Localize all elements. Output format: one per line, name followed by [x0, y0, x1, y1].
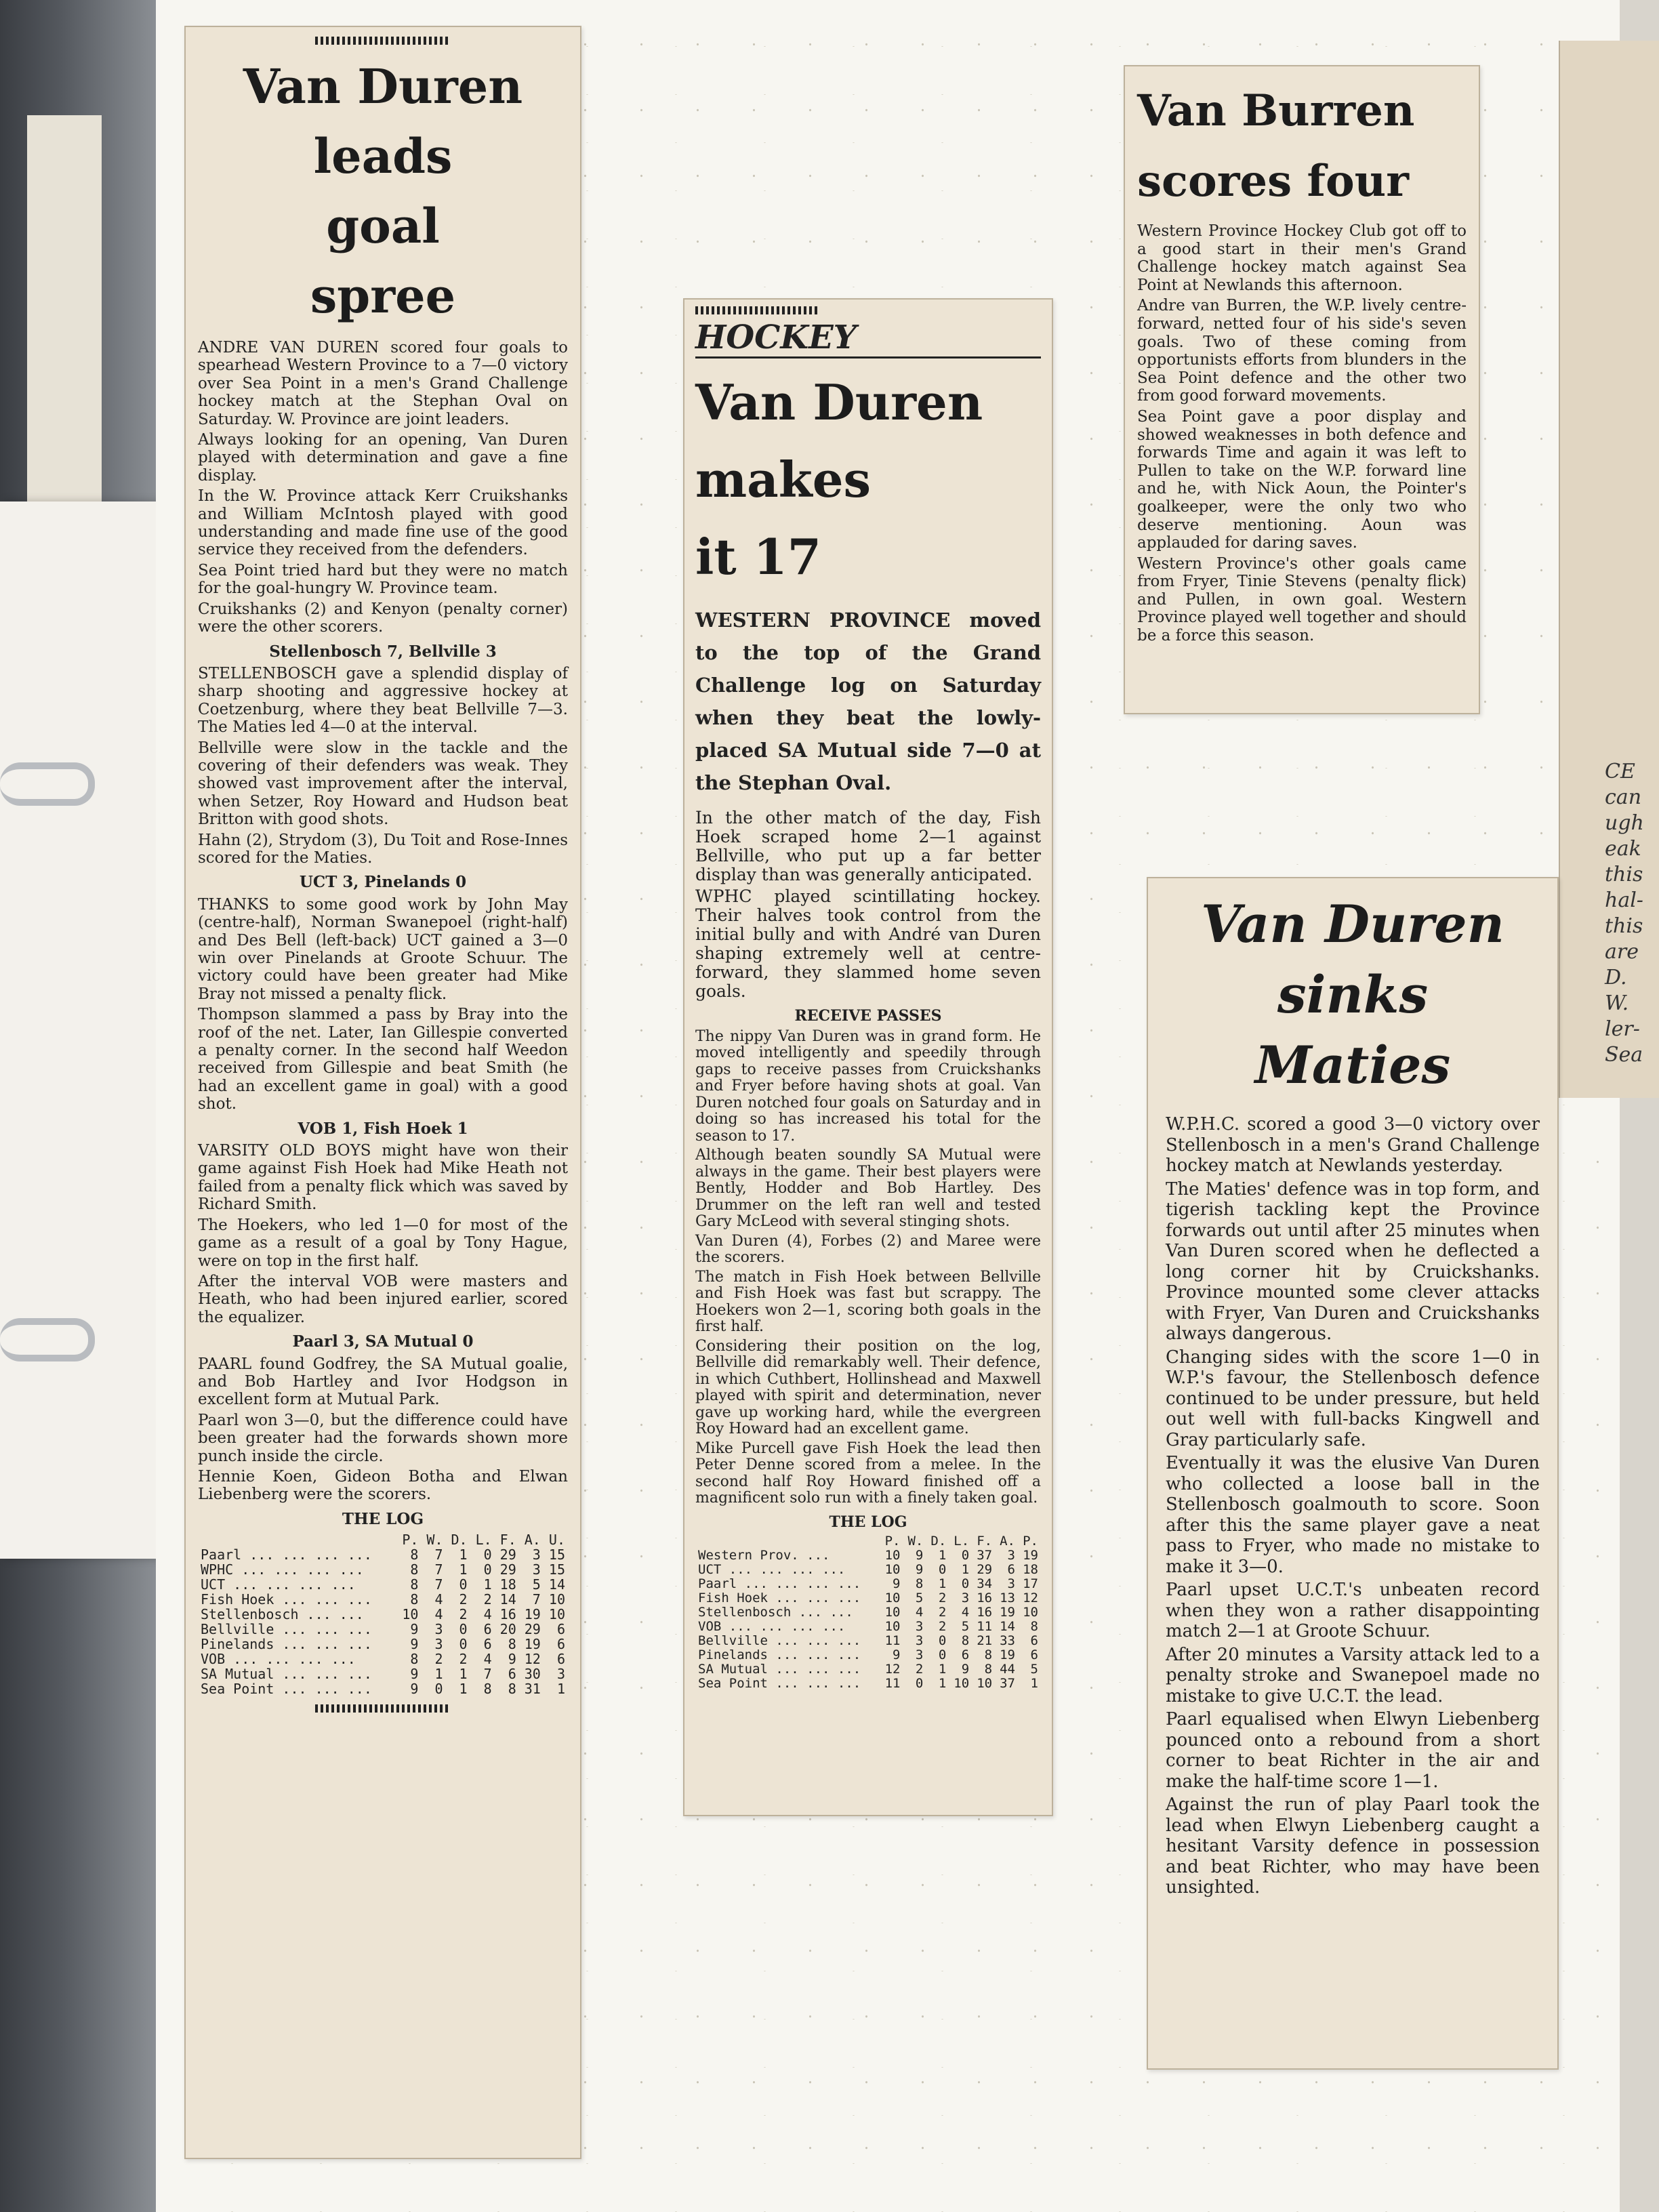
- log-cell: 8: [483, 1681, 492, 1698]
- log-header-cell: W.: [426, 1532, 443, 1549]
- log-cell: 2: [459, 1591, 468, 1608]
- log-cell: 11: [884, 1633, 901, 1648]
- log-cell: 18: [499, 1576, 516, 1593]
- article-paragraph: Eventually it was the elusive Van Duren who collected a loose ball in the Stellenbosch goalmouth to score. Soon after this the same player gave a neat pass to Fryer, who made no mistake to make it 3—0.: [1166, 1453, 1540, 1577]
- log-header-cell: P.: [884, 1534, 901, 1549]
- log-row: [198, 1607, 568, 1622]
- log-cell: 8: [508, 1636, 516, 1653]
- edge-fragment-word: can: [1605, 785, 1642, 809]
- log-cell: 10: [884, 1605, 901, 1620]
- article-paragraph: Bellville were slow in the tackle and the covering of their defenders was weak. They showed vast improvement after the interval, when Setzer, Roy Howard and Hudson beat Britton with good shots.: [198, 739, 568, 829]
- log-cell: 1: [483, 1576, 492, 1593]
- log-cell: 15: [548, 1547, 565, 1563]
- log-row: [198, 1622, 568, 1637]
- article-paragraph: Although beaten soundly SA Mutual were always in the game. Their best players were Bently, Hodder and Bob Hartley. Des Drummer on the left ran well and tested Gary McLeod with several stinging shots.: [695, 1147, 1041, 1230]
- log-cell: 2: [459, 1651, 468, 1668]
- edge-fragment-word: ler-: [1605, 1017, 1640, 1041]
- article-paragraph: The Maties' defence was in top form, and tigerish tackling kept the Province forwards out until after 25 minutes when Van Duren scored when he deflected a long corner hit by Cruickshanks. Province mounted some clever attacks with Fryer, Van Duren and Cruickshanks always dangerous.: [1166, 1179, 1540, 1344]
- headline-line: makes: [695, 451, 872, 508]
- article-paragraph: Sea Point gave a poor display and showed weaknesses in both defence and forwards Time and again it was left to Pullen to take on the W.P. forward line and he, with Nick Aoun, the Pointer's goalkeeper, were the only two who deserve mentioning. Aoun was applauded for daring saves.: [1137, 407, 1467, 552]
- log-row: [695, 1577, 1041, 1591]
- log-cell: VOB ... ... ... ...: [201, 1651, 356, 1668]
- log-cell: 3: [556, 1666, 565, 1683]
- log-cell: 16: [499, 1606, 516, 1623]
- log-cell: 3: [532, 1547, 541, 1563]
- log-cell: 0: [483, 1547, 492, 1563]
- bottom-rule: [315, 1704, 451, 1713]
- log-cell: Bellville ... ... ...: [698, 1633, 861, 1648]
- log-cell: 2: [915, 1662, 924, 1677]
- article-paragraph: THANKS to some good work by John May (centre-half), Norman Swanepoel (right-half) and Des Bell (left-back) UCT gained a 3—0 win over Pinelands at Groote Schuur. The victory could have been greater had Mike Bray not missed a penalty flick.: [198, 895, 568, 1003]
- log-cell: 7: [532, 1591, 541, 1608]
- log-cell: 8: [984, 1647, 993, 1662]
- log-row: [695, 1677, 1041, 1691]
- log-cell: 4: [483, 1651, 492, 1668]
- article-paragraph: ANDRE VAN DUREN scored four goals to spearhead Western Province to a 7—0 victory over Sea Point in a men's Grand Challenge hockey match at the Stephan Oval on Saturday. W. Province are joint leaders.: [198, 339, 568, 428]
- log-row: [695, 1563, 1041, 1577]
- log-row: [198, 1562, 568, 1577]
- log-cell: UCT ... ... ... ...: [201, 1576, 356, 1593]
- league-log-table: [198, 1532, 568, 1696]
- log-header-cell: L.: [475, 1532, 492, 1549]
- log-cell: 9: [410, 1666, 419, 1683]
- log-row: [695, 1648, 1041, 1662]
- log-cell: 7: [434, 1576, 443, 1593]
- log-cell: 12: [884, 1662, 901, 1677]
- log-cell: 9: [410, 1621, 419, 1638]
- log-cell: 9: [410, 1636, 419, 1653]
- log-row: [198, 1681, 568, 1696]
- log-cell: 3: [1007, 1548, 1015, 1563]
- log-cell: 10: [402, 1606, 419, 1623]
- log-cell: Fish Hoek ... ... ...: [698, 1591, 861, 1605]
- log-cell: 12: [524, 1651, 541, 1668]
- article-paragraph: Changing sides with the score 1—0 in W.P.'s favour, the Stellenbosch defence continued to be under pressure, but held out well with full-backs Kingwell and Gray particularly safe.: [1166, 1347, 1540, 1450]
- log-row: [695, 1591, 1041, 1605]
- binder-ring-upper: [0, 762, 95, 806]
- log-cell: 8: [410, 1547, 419, 1563]
- log-cell: 1: [459, 1547, 468, 1563]
- log-row: [198, 1577, 568, 1592]
- log-cell: 16: [977, 1605, 993, 1620]
- edge-fragment-word: D.: [1605, 966, 1627, 989]
- log-cell: 1: [459, 1681, 468, 1698]
- edge-fragment-word: W.: [1605, 991, 1629, 1015]
- log-row: [198, 1666, 568, 1681]
- log-cell: 0: [938, 1633, 947, 1648]
- log-cell: 1: [938, 1548, 947, 1563]
- log-cell: 3: [434, 1636, 443, 1653]
- log-cell: 14: [499, 1591, 516, 1608]
- log-row: [198, 1547, 568, 1562]
- headline-line: Van Duren: [243, 58, 523, 115]
- log-cell: 1: [938, 1662, 947, 1677]
- log-header-cell: F.: [977, 1534, 993, 1549]
- top-rule: [315, 37, 451, 45]
- log-cell: 1: [938, 1676, 947, 1691]
- log-cell: 2: [938, 1619, 947, 1634]
- log-cell: 8: [410, 1591, 419, 1608]
- headline-line: goal: [326, 198, 440, 254]
- headline-line: Van Duren: [1201, 894, 1504, 954]
- log-cell: 9: [410, 1681, 419, 1698]
- log-cell: 8: [410, 1561, 419, 1578]
- log-header-cell: P.: [1023, 1534, 1038, 1549]
- log-cell: 6: [1030, 1633, 1038, 1648]
- log-cell: 31: [524, 1681, 541, 1698]
- log-cell: 3: [915, 1633, 924, 1648]
- log-cell: 5: [915, 1591, 924, 1605]
- log-cell: 14: [1000, 1619, 1015, 1634]
- log-cell: 29: [499, 1561, 516, 1578]
- log-cell: Pinelands ... ... ...: [201, 1636, 372, 1653]
- headline-line: Maties: [1254, 1035, 1451, 1095]
- log-cell: 4: [434, 1606, 443, 1623]
- log-cell: 0: [938, 1647, 947, 1662]
- section-kicker: HOCKEY: [695, 319, 1041, 359]
- log-cell: 4: [434, 1591, 443, 1608]
- headline-line: Van Burren: [1137, 85, 1415, 136]
- log-cell: 4: [915, 1605, 924, 1620]
- log-cell: 10: [1023, 1605, 1038, 1620]
- log-cell: 7: [483, 1666, 492, 1683]
- log-header-cell: U.: [548, 1532, 565, 1549]
- log-cell: 6: [556, 1636, 565, 1653]
- article-paragraph: Against the run of play Paarl took the lead when Elwyn Liebenberg caught a hesitant Varsity defence in possession and beat Richter, who may have been unsighted.: [1166, 1795, 1540, 1898]
- log-header-cell: F.: [499, 1532, 516, 1549]
- article-paragraph: Van Duren (4), Forbes (2) and Maree were the scorers.: [695, 1232, 1041, 1266]
- log-cell: 10: [884, 1591, 901, 1605]
- article-paragraph: The match in Fish Hoek between Bellville and Fish Hoek was fast but scrappy. The Hoekers won 2—1, scoring both goals in the first half.: [695, 1268, 1041, 1335]
- log-cell: 19: [524, 1636, 541, 1653]
- log-header-row: [695, 1534, 1041, 1549]
- log-cell: 8: [410, 1651, 419, 1668]
- article-paragraph: Sea Point tried hard but they were no match for the goal-hungry W. Province team.: [198, 561, 568, 598]
- log-cell: Pinelands ... ... ...: [698, 1647, 861, 1662]
- article-paragraph: Mike Purcell gave Fish Hoek the lead then Peter Denne scored from a melee. In the second half Roy Howard finished off a magnificent solo run with a finely taken goal.: [695, 1439, 1041, 1507]
- log-cell: 8: [1030, 1619, 1038, 1634]
- log-cell: 6: [556, 1651, 565, 1668]
- log-cell: 3: [961, 1591, 970, 1605]
- log-cell: 0: [961, 1576, 970, 1591]
- article-paragraph: Thompson slammed a pass by Bray into the roof of the net. Later, Ian Gillespie converted a penalty corner. In the second half Weedon received from Gillespie and beat Smith (he had an excellent game in goal) with a good shot.: [198, 1006, 568, 1113]
- log-cell: 10: [884, 1619, 901, 1634]
- headline: [695, 364, 1041, 596]
- log-cell: Sea Point ... ... ...: [698, 1676, 861, 1691]
- article-paragraph: Hahn (2), Strydom (3), Du Toit and Rose-Innes scored for the Maties.: [198, 831, 568, 867]
- log-row: [198, 1652, 568, 1666]
- log-cell: 1: [459, 1561, 468, 1578]
- log-cell: 13: [1000, 1591, 1015, 1605]
- log-header-cell: A.: [1000, 1534, 1015, 1549]
- log-cell: 8: [984, 1662, 993, 1677]
- article-paragraph: Western Province Hockey Club got off to a good start in their men's Grand Challenge hockey match against Sea Point at Newlands this afternoon.: [1137, 222, 1467, 294]
- log-cell: 2: [459, 1606, 468, 1623]
- log-cell: 6: [483, 1621, 492, 1638]
- subhead: Paarl 3, SA Mutual 0: [292, 1332, 474, 1351]
- article-paragraph: Always looking for an opening, Van Duren played with determination and gave a fine display.: [198, 431, 568, 485]
- log-cell: 16: [977, 1591, 993, 1605]
- log-cell: 6: [961, 1647, 970, 1662]
- edge-fragment-word: eak: [1605, 837, 1641, 861]
- log-header-cell: D.: [930, 1534, 947, 1549]
- log-cell: 9: [893, 1647, 901, 1662]
- log-cell: SA Mutual ... ... ...: [201, 1666, 372, 1683]
- log-cell: 0: [938, 1562, 947, 1577]
- log-header-row: [198, 1532, 568, 1547]
- log-cell: 34: [977, 1576, 993, 1591]
- binder-divider: [27, 115, 102, 522]
- log-cell: 3: [915, 1647, 924, 1662]
- edge-fragment-word: this: [1605, 914, 1643, 938]
- binder-ring-lower: [0, 1318, 95, 1361]
- league-log-table: [695, 1534, 1041, 1691]
- log-cell: 10: [977, 1676, 993, 1691]
- article-paragraph: Western Province's other goals came from Fryer, Tinie Stevens (penalty flick) and Pullen, in own goal. Western Province played well together and should be a force this season.: [1137, 554, 1467, 645]
- log-cell: 3: [915, 1619, 924, 1634]
- subhead: VOB 1, Fish Hoek 1: [298, 1119, 468, 1138]
- log-cell: 10: [548, 1591, 565, 1608]
- headline-line: it 17: [695, 528, 821, 586]
- log-cell: Sea Point ... ... ...: [201, 1681, 372, 1698]
- log-cell: 4: [483, 1606, 492, 1623]
- article-paragraph: W.P.H.C. scored a good 3—0 victory over Stellenbosch in a men's Grand Challenge hockey match at Newlands yesterday.: [1166, 1114, 1540, 1176]
- log-cell: 19: [524, 1606, 541, 1623]
- log-cell: 1: [434, 1666, 443, 1683]
- log-cell: 37: [1000, 1676, 1015, 1691]
- headline: [1166, 889, 1540, 1101]
- edge-fragment-word: are: [1605, 940, 1639, 964]
- log-cell: 8: [508, 1681, 516, 1698]
- log-cell: 8: [410, 1576, 419, 1593]
- log-cell: 19: [1000, 1605, 1015, 1620]
- article-paragraph: Andre van Burren, the W.P. lively centre-forward, netted four of his side's seven goals. Two of these coming from opportunists efforts from blunders in the Sea Point defence and the other two from good forward movements.: [1137, 297, 1467, 405]
- log-cell: 2: [483, 1591, 492, 1608]
- edge-fragment-word: hal-: [1605, 888, 1643, 912]
- log-row: [695, 1549, 1041, 1563]
- log-cell: 18: [1023, 1562, 1038, 1577]
- log-cell: 8: [961, 1633, 970, 1648]
- log-cell: 11: [884, 1676, 901, 1691]
- log-cell: 9: [961, 1662, 970, 1677]
- log-cell: 1: [556, 1681, 565, 1698]
- log-cell: 19: [1023, 1548, 1038, 1563]
- log-cell: 9: [915, 1562, 924, 1577]
- log-cell: Stellenbosch ... ...: [201, 1606, 364, 1623]
- article-paragraph: Hennie Koen, Gideon Botha and Elwan Liebenberg were the scorers.: [198, 1467, 568, 1504]
- log-cell: 10: [548, 1606, 565, 1623]
- log-row: [198, 1592, 568, 1607]
- clipping-van-duren-sinks-maties: [1147, 877, 1559, 2070]
- log-cell: 17: [1023, 1576, 1038, 1591]
- log-cell: 0: [434, 1681, 443, 1698]
- article-paragraph: WPHC played scintillating hockey. Their halves took control from the initial bully and with André van Duren shaping extremely well at centre-forward, they slammed home seven goals.: [695, 886, 1041, 1001]
- log-cell: Stellenbosch ... ...: [698, 1605, 853, 1620]
- log-cell: 30: [524, 1666, 541, 1683]
- log-cell: 0: [459, 1576, 468, 1593]
- log-cell: 0: [915, 1676, 924, 1691]
- log-cell: Western Prov. ...: [698, 1548, 830, 1563]
- log-cell: 1: [459, 1666, 468, 1683]
- log-cell: 1: [961, 1562, 970, 1577]
- log-cell: 2: [434, 1651, 443, 1668]
- log-cell: 6: [483, 1636, 492, 1653]
- log-cell: 2: [938, 1591, 947, 1605]
- edge-clipping-text: [1605, 759, 1659, 1068]
- log-cell: 0: [483, 1561, 492, 1578]
- log-cell: 3: [532, 1561, 541, 1578]
- article-paragraph: In the other match of the day, Fish Hoek scraped home 2—1 against Bellville, who put up a far better display than was generally anticipated.: [695, 808, 1041, 884]
- log-cell: 5: [961, 1619, 970, 1634]
- log-cell: 5: [1030, 1662, 1038, 1677]
- article-paragraph: VARSITY OLD BOYS might have won their game against Fish Hoek had Mike Heath not failed from a penalty flick which was saved by Richard Smith.: [198, 1142, 568, 1214]
- headline: [1137, 76, 1467, 217]
- log-row: [695, 1662, 1041, 1677]
- clipping-van-burren-scores-four: [1124, 65, 1480, 714]
- edge-fragment-word: Sea: [1605, 1043, 1643, 1067]
- log-cell: 6: [1007, 1562, 1015, 1577]
- log-row: [695, 1620, 1041, 1634]
- log-cell: 2: [938, 1605, 947, 1620]
- article-paragraph: Cruikshanks (2) and Kenyon (penalty corner) were the other scorers.: [198, 600, 568, 636]
- log-cell: 14: [548, 1576, 565, 1593]
- log-title: THE LOG: [829, 1513, 907, 1531]
- edge-fragment-word: CE: [1605, 760, 1635, 783]
- log-cell: UCT ... ... ... ...: [698, 1562, 846, 1577]
- article-paragraph: The nippy Van Duren was in grand form. He moved intelligently and speedily through gaps to receive passes from Cruickshanks and Fryer before having shots at goal. Van Duren notched four goals on Saturday and in doing so has increased his total for the season to 17.: [695, 1027, 1041, 1145]
- headline-line: sinks: [1277, 964, 1429, 1025]
- clipping-van-duren-leads-goal-spree: [184, 26, 581, 2159]
- log-cell: VOB ... ... ... ...: [698, 1619, 846, 1634]
- log-cell: 9: [915, 1548, 924, 1563]
- article-paragraph: STELLENBOSCH gave a splendid display of sharp shooting and aggressive hockey at Coetzenburg, where they beat Bellville 7—3. The Maties led 4—0 at the interval.: [198, 664, 568, 737]
- log-cell: Paarl ... ... ... ...: [201, 1547, 372, 1563]
- clipping-van-duren-makes-it-17: [683, 298, 1053, 1816]
- binder-spine: [0, 0, 156, 2212]
- article-paragraph: Paarl won 3—0, but the difference could have been greater had the forwards shown more punch inside the circle.: [198, 1411, 568, 1465]
- top-rule: [695, 306, 817, 314]
- headline-line: scores four: [1137, 156, 1409, 207]
- log-cell: 0: [961, 1548, 970, 1563]
- log-row: [695, 1634, 1041, 1648]
- log-header-cell: [695, 1534, 880, 1549]
- log-cell: 5: [532, 1576, 541, 1593]
- headline: [198, 52, 568, 331]
- log-cell: 0: [459, 1621, 468, 1638]
- log-cell: 10: [954, 1676, 970, 1691]
- log-cell: 6: [556, 1621, 565, 1638]
- log-cell: 19: [1000, 1647, 1015, 1662]
- log-cell: WPHC ... ... ... ...: [201, 1561, 364, 1578]
- log-cell: 44: [1000, 1662, 1015, 1677]
- log-cell: 7: [434, 1561, 443, 1578]
- log-cell: 29: [499, 1547, 516, 1563]
- log-cell: 33: [1000, 1633, 1015, 1648]
- subhead: RECEIVE PASSES: [794, 1007, 942, 1025]
- log-cell: 4: [961, 1605, 970, 1620]
- log-cell: Fish Hoek ... ... ...: [201, 1591, 372, 1608]
- article-paragraph: After 20 minutes a Varsity attack led to a penalty stroke and Swanepoel made no mistake to give U.C.T. the lead.: [1166, 1644, 1540, 1706]
- log-header-cell: A.: [524, 1532, 541, 1549]
- log-cell: 1: [938, 1576, 947, 1591]
- log-cell: 37: [977, 1548, 993, 1563]
- article-paragraph: Considering their position on the log, Bellville did remarkably well. Their defence, in which Cuthbert, Hollinshead and Maxwell played with spirit and determination, never gave up working hard, while the evergreen Roy Howard had an excellent game.: [695, 1337, 1041, 1437]
- log-row: [198, 1637, 568, 1652]
- log-cell: 10: [884, 1548, 901, 1563]
- headline-line: leads: [313, 128, 453, 184]
- log-cell: Paarl ... ... ... ...: [698, 1576, 861, 1591]
- log-cell: Bellville ... ... ...: [201, 1621, 372, 1638]
- subhead: Stellenbosch 7, Bellville 3: [269, 642, 497, 661]
- log-row: [695, 1605, 1041, 1620]
- log-cell: 0: [459, 1636, 468, 1653]
- log-cell: 9: [893, 1576, 901, 1591]
- log-cell: 7: [434, 1547, 443, 1563]
- log-cell: 8: [915, 1576, 924, 1591]
- log-header-cell: W.: [907, 1534, 924, 1549]
- log-cell: 10: [884, 1562, 901, 1577]
- log-cell: 12: [1023, 1591, 1038, 1605]
- log-header-cell: [198, 1532, 396, 1547]
- log-cell: 1: [1030, 1676, 1038, 1691]
- headline-line: Van Duren: [695, 373, 983, 431]
- log-cell: SA Mutual ... ... ...: [698, 1662, 861, 1677]
- log-cell: 15: [548, 1561, 565, 1578]
- log-cell: 3: [434, 1621, 443, 1638]
- log-header-cell: L.: [954, 1534, 970, 1549]
- log-header-cell: D.: [451, 1532, 468, 1549]
- article-paragraph: After the interval VOB were masters and Heath, who had been injured earlier, scored the equalizer.: [198, 1272, 568, 1326]
- log-title: THE LOG: [342, 1509, 424, 1528]
- article-paragraph: Paarl equalised when Elwyn Liebenberg pounced onto a rebound from a short corner to beat Richter in the air and make the half-time score 1—1.: [1166, 1709, 1540, 1792]
- article-lede: WESTERN PROVINCE moved to the top of the Grand Challenge log on Saturday when they beat the lowly-placed SA Mutual side 7—0 at the Stephan Oval.: [695, 609, 1041, 794]
- log-cell: 29: [524, 1621, 541, 1638]
- edge-fragment-word: this: [1605, 863, 1643, 886]
- log-cell: 9: [508, 1651, 516, 1668]
- log-cell: 3: [1007, 1576, 1015, 1591]
- article-paragraph: In the W. Province attack Kerr Cruikshanks and William McIntosh played with good understanding and made fine use of the good service they received from the defenders.: [198, 487, 568, 559]
- log-cell: 11: [977, 1619, 993, 1634]
- log-cell: 20: [499, 1621, 516, 1638]
- edge-fragment-word: ugh: [1605, 811, 1644, 835]
- log-cell: 21: [977, 1633, 993, 1648]
- headline-line: spree: [310, 268, 456, 324]
- log-cell: 6: [1030, 1647, 1038, 1662]
- log-cell: 6: [508, 1666, 516, 1683]
- subhead: UCT 3, Pinelands 0: [299, 873, 467, 892]
- log-cell: 29: [977, 1562, 993, 1577]
- article-paragraph: The Hoekers, who led 1—0 for most of the game as a result of a goal by Tony Hague, were on top in the first half.: [198, 1216, 568, 1270]
- article-paragraph: Paarl upset U.C.T.'s unbeaten record when they won a rather disappointing match 2—1 at Groote Schuur.: [1166, 1580, 1540, 1641]
- article-paragraph: PAARL found Godfrey, the SA Mutual goalie, and Bob Hartley and Ivor Hodgson in excellent form at Mutual Park.: [198, 1355, 568, 1409]
- log-header-cell: P.: [402, 1532, 419, 1549]
